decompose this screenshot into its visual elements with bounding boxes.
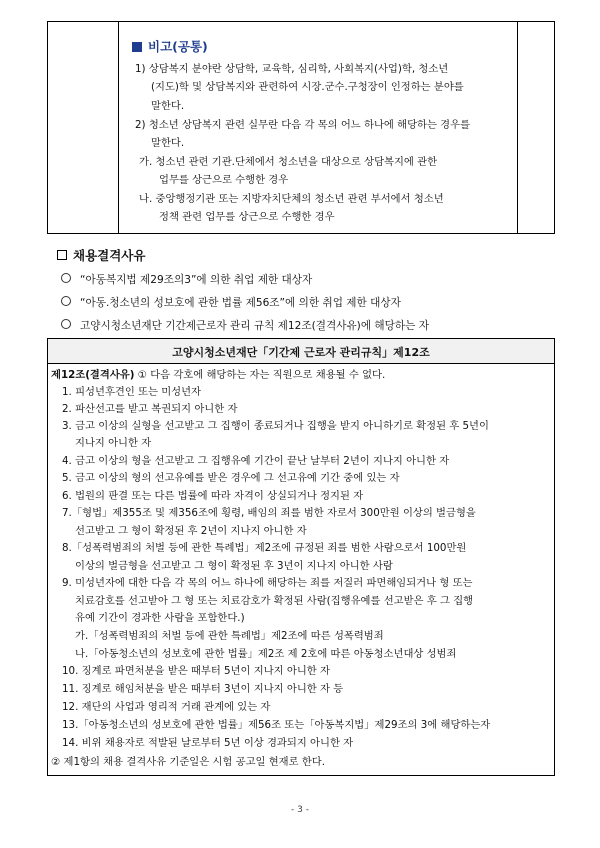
regulation-line: 지나지 아니한 자 [75, 437, 152, 449]
square-bullet-icon [132, 42, 142, 52]
regulation-line: 유예 기간이 경과한 사람을 포함한다.) [75, 612, 245, 624]
circle-bullet-icon [61, 319, 71, 329]
regulation-line: 7.「형법」제355조 및 제356조에 횡령, 배임의 죄를 범한 자로서 300만원 이상의 벌금형을 [62, 507, 476, 519]
remarks-line: 1) 상담복지 분야란 상담학, 교육학, 심리학, 사회복지(사업)학, 청소년 [135, 63, 449, 75]
regulation-line: 가.「성폭력범죄의 처벌 등에 관한 특례법」제2조에 따른 성폭력범죄 [75, 630, 384, 642]
regulation-line: 6. 법원의 판결 또는 다른 법률에 따라 자격이 상실되거나 정지된 자 [62, 490, 364, 502]
list-item: “아동복지법 제29조의3”에 의한 취업 제한 대상자 [61, 272, 312, 287]
regulation-line: 11. 징계로 해임처분을 받은 때부터 3년이 지나지 아니한 자 등 [62, 683, 344, 695]
regulation-closing: ② 제1항의 채용 결격사유 기준일은 시험 공고일 현재로 한다. [51, 756, 326, 768]
regulation-line: 14. 비위 채용자로 적발된 날로부터 5년 이상 경과되지 아니한 자 [62, 737, 354, 749]
remarks-line: 정책 관련 업무를 상근으로 수행한 경우 [159, 211, 335, 223]
regulation-line: 선고받고 그 형이 확정된 후 2년이 지나지 아니한 자 [75, 525, 307, 537]
remarks-line: (지도)학 및 상담복지와 관련하여 시장.군수.구청장이 인정하는 분야를 [151, 81, 464, 93]
regulation-line: 13.「아동청소년의 성보호에 관한 법률」제56조 또는「아동복지법」제29조의 3에 해당하는자 [62, 719, 491, 731]
remarks-title: 비고(공통) [132, 37, 208, 55]
regulation-line: 4. 금고 이상의 형을 선고받고 그 집행유예 기간이 끝난 날부터 2년이 지나지 아니한 자 [62, 455, 450, 467]
regulation-line: 이상의 벌금형을 선고받고 그 형이 확정된 후 3년이 지나지 아니한 사람 [75, 560, 393, 572]
list-item: “아동.청소년의 성보호에 관한 법률 제56조”에 의한 취업 제한 대상자 [61, 295, 401, 310]
article-intro: 제12조(결격사유) ① 다음 각호에 해당하는 자는 직원으로 채용될 수 없다. [51, 369, 386, 381]
remarks-line: 업무를 상근으로 수행한 경우 [159, 174, 289, 186]
regulation-line: 3. 금고 이상의 실형을 선고받고 그 집행이 종료되거나 집행을 받지 아니하기로 확정된 후 5년이 [62, 420, 489, 432]
remarks-line: 2) 청소년 상담복지 관련 실무란 다음 각 목의 어느 하나에 해당하는 경우를 [135, 119, 471, 131]
table-column-divider [517, 22, 518, 233]
circle-bullet-icon [61, 296, 71, 306]
regulation-line: 9. 미성년자에 대한 다음 각 목의 어느 하나에 해당하는 죄를 저질러 파면해임되거나 형 또는 [62, 577, 473, 589]
regulation-line: 치료감호를 선고받아 그 형 또는 치료감호가 확정된 사람(집행유예를 선고받은 후 그 집행 [75, 595, 474, 607]
remarks-line: 가. 청소년 관련 기관.단체에서 청소년을 대상으로 상담복지에 관한 [139, 156, 438, 168]
remarks-line: 나. 중앙행정기관 또는 지방자치단체의 청소년 관련 부서에서 청소년 [139, 193, 444, 205]
regulation-line: 10. 징계로 파면처분을 받은 때부터 5년이 지나지 아니한 자 [62, 665, 330, 677]
table-column-divider [118, 22, 119, 233]
list-item: 고양시청소년재단 기간제근로자 관리 규칙 제12조(결격사유)에 해당하는 자 [61, 318, 429, 333]
remarks-line: 말한다. [151, 100, 185, 112]
checkbox-bullet-icon [57, 250, 67, 260]
regulation-line: 12. 재단의 사업과 영리적 거래 관계에 있는 자 [62, 701, 271, 713]
regulation-line: 1. 피성년후견인 또는 미성년자 [62, 386, 202, 398]
section-heading: 채용결격사유 [57, 246, 145, 264]
remarks-line: 말한다. [151, 137, 185, 149]
regulation-line: 나.「아동청소년의 성보호에 관한 법률」제2조 제 2호에 따른 아동청소년대상 성범죄 [75, 648, 457, 660]
regulation-line: 2. 파산선고를 받고 복권되지 아니한 자 [62, 403, 238, 415]
regulation-line: 8.「성폭력범죄의 처벌 등에 관한 특례법」제2조에 규정된 죄를 범한 사람으로서 100만원 [62, 542, 467, 554]
regulation-line: 5. 금고 이상의 형의 선고유예를 받은 경우에 그 선고유예 기간 중에 있는 자 [62, 472, 400, 484]
regulation-title: 고양시청소년재단「기간제 근로자 관리규칙」제12조 [172, 346, 430, 359]
page-number: - 3 - [291, 805, 309, 815]
circle-bullet-icon [61, 273, 71, 283]
